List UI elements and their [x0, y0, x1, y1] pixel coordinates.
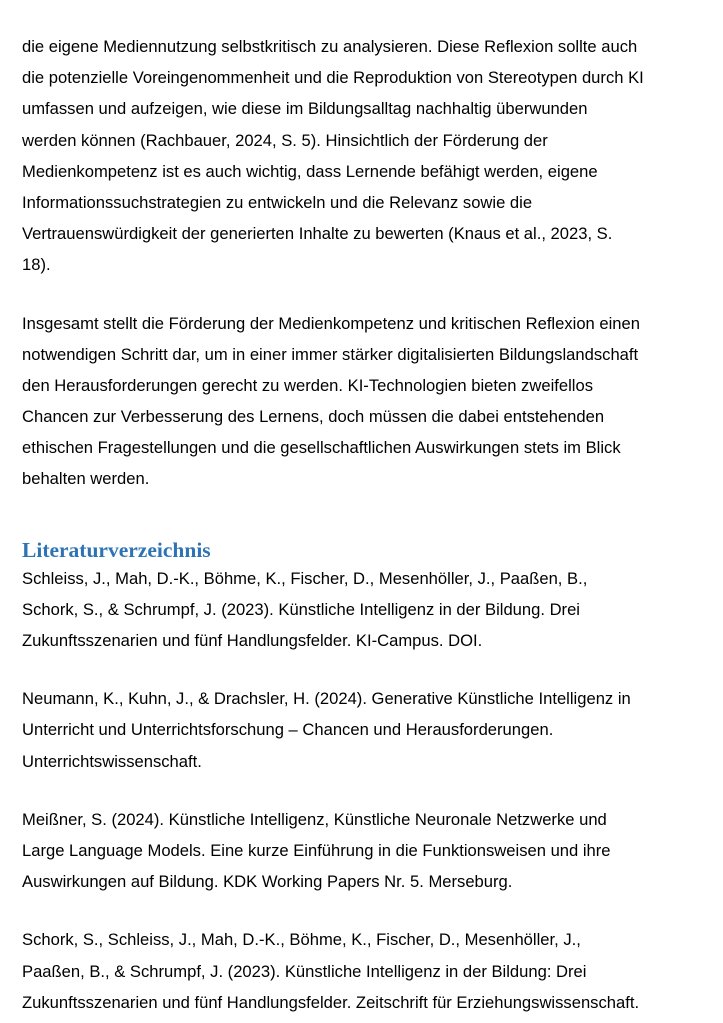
text-line: Vertrauenswürdigkeit der generierten Inhalte zu bewerten (Knaus et al., 2023, S. — [22, 224, 613, 244]
text-line: die potenzielle Voreingenommenheit und die Reproduktion von Stereotypen durch KI — [22, 68, 644, 88]
text-line: die eigene Mediennutzung selbstkritisch zu analysieren. Diese Reflexion sollte auch — [22, 37, 638, 56]
text-line: den Herausforderungen gerecht zu werden. KI-Technologien bieten zweifellos — [22, 375, 593, 395]
text-line: Informationssuchstrategien zu entwickeln und die Relevanz sowie die — [22, 192, 533, 212]
reference-line: Paaßen, B., & Schrumpf, J. (2023). Künstliche Intelligenz in der Bildung: Drei — [22, 961, 587, 981]
bibliography-heading: Literaturverzeichnis — [22, 537, 211, 562]
text-line: ethischen Fragestellungen und die gesellschaftlichen Auswirkungen stets im Blick — [22, 438, 621, 458]
reference-line: Zukunftsszenarien und fünf Handlungsfelder. KI-Campus. DOI. — [22, 631, 483, 650]
reference-entry — [22, 924, 712, 1018]
text-line: umfassen und aufzeigen, wie diese im Bildungsalltag nachhaltig überwunden — [22, 99, 588, 119]
text-line: notwendigen Schritt dar, um in einer immer stärker digitalisierten Bildungslandschaft — [22, 344, 639, 364]
reference-line: Schleiss, J., Mah, D.-K., Böhme, K., Fischer, D., Mesenhöller, J., Paaßen, B., — [22, 568, 588, 588]
reference-entry — [22, 683, 712, 777]
text-line: Insgesamt stellt die Förderung der Medienkompetenz und kritischen Reflexion einen — [22, 313, 640, 333]
body-paragraph — [22, 308, 712, 495]
document-page — [22, 31, 712, 1018]
reference-line: Neumann, K., Kuhn, J., & Drachsler, H. (2024). Generative Künstliche Intelligenz in — [22, 689, 631, 709]
reference-line: Large Language Models. Eine kurze Einführung in die Funktionsweisen und ihre — [22, 840, 611, 860]
body-paragraph — [22, 31, 712, 281]
reference-line: Unterrichtswissenschaft. — [22, 751, 202, 771]
reference-line: Schork, S., & Schrumpf, J. (2023). Künstliche Intelligenz in der Bildung. Drei — [22, 599, 580, 619]
reference-line: Zukunftsszenarien und fünf Handlungsfelder. Zeitschrift für Erziehungswissenschaft. — [22, 992, 640, 1012]
reference-line: Auswirkungen auf Bildung. KDK Working Papers Nr. 5. Merseburg. — [22, 872, 513, 892]
text-line: werden können (Rachbauer, 2024, S. 5). Hinsichtlich der Förderung der — [22, 130, 548, 150]
text-line: Chancen zur Verbesserung des Lernens, doch müssen die dabei entstehenden — [22, 407, 605, 427]
reference-line: Meißner, S. (2024). Künstliche Intelligenz, Künstliche Neuronale Netzwerke und — [22, 809, 607, 829]
text-line: Medienkompetenz ist es auch wichtig, dass Lernende befähigt werden, eigene — [22, 161, 598, 181]
reference-entry — [22, 563, 712, 657]
reference-entry — [22, 804, 712, 898]
reference-line: Schork, S., Schleiss, J., Mah, D.-K., Böhme, K., Fischer, D., Mesenhöller, J., — [22, 930, 581, 950]
reference-line: Unterricht und Unterrichtsforschung – Chancen und Herausforderungen. — [22, 720, 554, 740]
text-line: behalten werden. — [22, 469, 150, 489]
text-line: 18). — [22, 255, 51, 275]
